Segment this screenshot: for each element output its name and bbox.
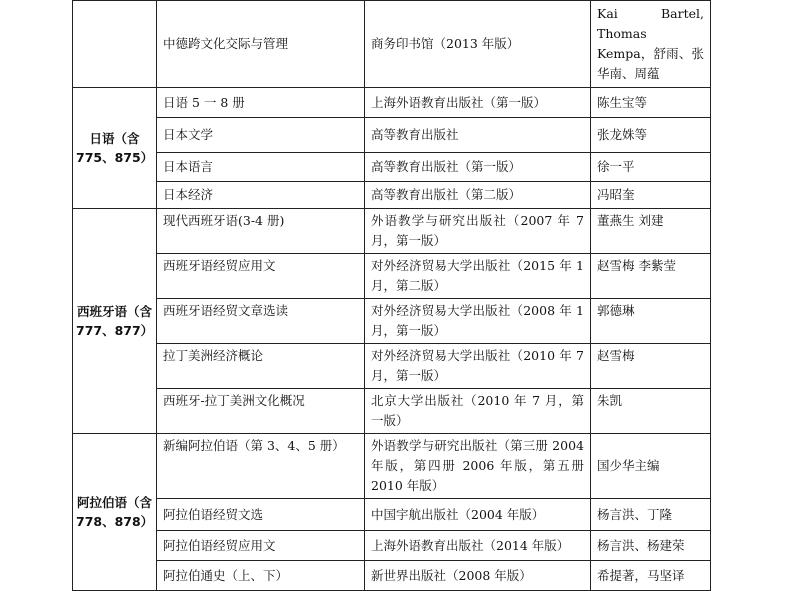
language-group-spanish: 西班牙语（含 777、877） <box>73 209 157 434</box>
course-cell: 新编阿拉伯语（第 3、4、5 册） <box>157 434 365 499</box>
publisher-cell: 外语教学与研究出版社（2007 年 7 月，第一版） <box>365 209 591 254</box>
publisher-cell: 中国宇航出版社（2004 年版） <box>365 499 591 531</box>
course-cell: 日本文学 <box>157 118 365 153</box>
author-cell: 杨言洪、丁隆 <box>591 499 711 531</box>
course-cell: 日本语言 <box>157 153 365 182</box>
author-cell: 赵雪梅 李紫莹 <box>591 254 711 299</box>
publisher-cell: 对外经济贸易大学出版社（2010 年 7 月，第一版） <box>365 344 591 389</box>
author-cell: 郭德琳 <box>591 299 711 344</box>
table-row <box>73 434 711 499</box>
author-cell: 朱凯 <box>591 389 711 434</box>
author-cell: 希提著，马坚译 <box>591 561 711 591</box>
author-cell: 杨言洪、杨建荣 <box>591 531 711 561</box>
publisher-cell: 对外经济贸易大学出版社（2008 年 1 月，第一版） <box>365 299 591 344</box>
course-cell: 阿拉伯语经贸文选 <box>157 499 365 531</box>
publisher-cell: 新世界出版社（2008 年版） <box>365 561 591 591</box>
author-cell: 赵雪梅 <box>591 344 711 389</box>
table-row <box>73 389 711 434</box>
author-cell: 徐一平 <box>591 153 711 182</box>
textbook-table <box>72 0 711 591</box>
course-cell: 阿拉伯语经贸应用文 <box>157 531 365 561</box>
table-row <box>73 182 711 209</box>
publisher-cell: 高等教育出版社 <box>365 118 591 153</box>
course-cell: 日语 5 一 8 册 <box>157 88 365 118</box>
table-row <box>73 1 711 88</box>
table-row <box>73 88 711 118</box>
table-row <box>73 209 711 254</box>
table-row <box>73 531 711 561</box>
language-cell-empty <box>73 1 157 88</box>
table-row <box>73 499 711 531</box>
author-cell: Kai Bartel, Thomas Kempa，舒雨、张华南、周蕴 <box>591 1 711 88</box>
publisher-cell: 高等教育出版社（第二版） <box>365 182 591 209</box>
course-cell: 阿拉伯通史（上、下） <box>157 561 365 591</box>
language-group-japanese: 日语（含 775、875） <box>73 88 157 209</box>
publisher-cell: 商务印书馆（2013 年版） <box>365 1 591 88</box>
author-cell: 国少华主编 <box>591 434 711 499</box>
author-cell: 陈生宝等 <box>591 88 711 118</box>
course-cell: 拉丁美洲经济概论 <box>157 344 365 389</box>
table-row <box>73 344 711 389</box>
author-cell: 冯昭奎 <box>591 182 711 209</box>
author-cell: 董燕生 刘建 <box>591 209 711 254</box>
course-cell: 日本经济 <box>157 182 365 209</box>
publisher-cell: 上海外语教育出版社（2014 年版） <box>365 531 591 561</box>
table-row <box>73 118 711 153</box>
publisher-cell: 外语教学与研究出版社（第三册 2004 年版，第四册 2006 年版，第五册 2010 年版） <box>365 434 591 499</box>
publisher-cell: 上海外语教育出版社（第一版） <box>365 88 591 118</box>
table-row <box>73 153 711 182</box>
publisher-cell: 对外经济贸易大学出版社（2015 年 1 月，第二版） <box>365 254 591 299</box>
course-cell: 西班牙-拉丁美洲文化概况 <box>157 389 365 434</box>
language-group-arabic: 阿拉伯语（含 778、878） <box>73 434 157 591</box>
table-row <box>73 254 711 299</box>
table-row <box>73 561 711 591</box>
publisher-cell: 高等教育出版社（第一版） <box>365 153 591 182</box>
publisher-cell: 北京大学出版社（2010 年 7 月，第一版） <box>365 389 591 434</box>
table-row <box>73 299 711 344</box>
course-cell: 西班牙语经贸应用文 <box>157 254 365 299</box>
author-cell: 张龙姝等 <box>591 118 711 153</box>
course-cell: 现代西班牙语(3-4 册) <box>157 209 365 254</box>
course-cell: 西班牙语经贸文章选读 <box>157 299 365 344</box>
course-cell: 中德跨文化交际与管理 <box>157 1 365 88</box>
